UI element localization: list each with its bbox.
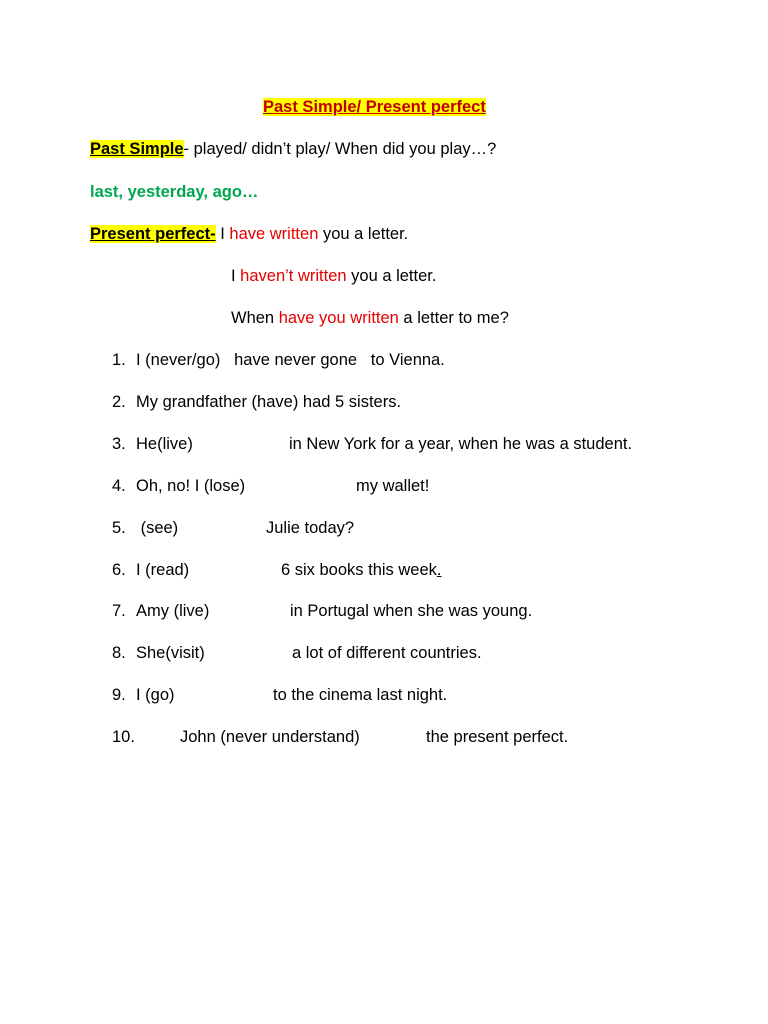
past-simple-forms: - played/ didn’t play/ When did you play…? [183, 140, 497, 158]
exercise-prompt: John (never understand) [180, 728, 360, 746]
pp-line3-verb: have you written [278, 309, 399, 327]
present-perfect-line-1 [90, 224, 408, 244]
exercise-completion: in New York for a year, when he was a student. [289, 435, 633, 453]
pp-line3-pre: When [231, 309, 279, 327]
exercise-prompt: Oh, no! I (lose) [136, 477, 246, 495]
present-perfect-line-3 [231, 308, 509, 328]
exercise-number: 10. [112, 728, 135, 746]
exercise-completion: my wallet! [356, 477, 430, 495]
exercise-prompt: She(visit) [136, 644, 205, 662]
exercise-number: 8. [112, 644, 126, 662]
page-title [263, 97, 486, 117]
exercise-number: 7. [112, 602, 126, 620]
exercise-prompt: I (never/go) have never gone to Vienna. [136, 351, 445, 369]
exercise-number: 4. [112, 477, 126, 495]
pp-line3-post: a letter to me? [398, 309, 509, 327]
exercise-prompt: I (go) [136, 686, 175, 704]
exercise-number: 3. [112, 435, 126, 453]
exercise-completion [281, 560, 442, 580]
present-perfect-label: Present perfect- [90, 225, 216, 243]
pp-line2-pre: I [231, 267, 241, 285]
exercise-completion: Julie today? [266, 519, 355, 537]
past-simple-label: Past Simple [90, 140, 184, 158]
pp-line1-verb: have written [229, 225, 319, 243]
exercise-prompt: (see) [136, 519, 179, 537]
exercise-completion: in Portugal when she was young. [290, 602, 533, 620]
present-perfect-line-2 [231, 266, 436, 286]
pp-line2-verb: haven’t written [240, 267, 347, 285]
exercise-prompt: Amy (live) [136, 602, 210, 620]
exercise-prompt: My grandfather (have) had 5 sisters. [136, 393, 402, 411]
exercise-completion: to the cinema last night. [273, 686, 448, 704]
past-simple-line [90, 139, 496, 159]
pp-line1-pre: I [215, 225, 230, 243]
title-text: Past Simple/ Present perfect [263, 98, 486, 116]
exercise-completion: a lot of different countries. [292, 644, 482, 662]
pp-line2-post: you a letter. [346, 267, 437, 285]
exercise-number: 1. [112, 351, 126, 369]
exercise-prompt: I (read) [136, 561, 190, 579]
exercise-number: 9. [112, 686, 126, 704]
exercise-completion-period: . [436, 561, 442, 579]
pp-line1-post: you a letter. [318, 225, 409, 243]
exercise-number: 6. [112, 561, 126, 579]
exercise-completion-text: 6 six books this week [281, 561, 437, 579]
exercise-number: 5. [112, 519, 126, 537]
exercise-completion: the present perfect. [426, 728, 569, 746]
signal-words: last, yesterday, ago… [90, 183, 259, 201]
exercise-prompt: He(live) [136, 435, 193, 453]
exercise-number: 2. [112, 393, 126, 411]
